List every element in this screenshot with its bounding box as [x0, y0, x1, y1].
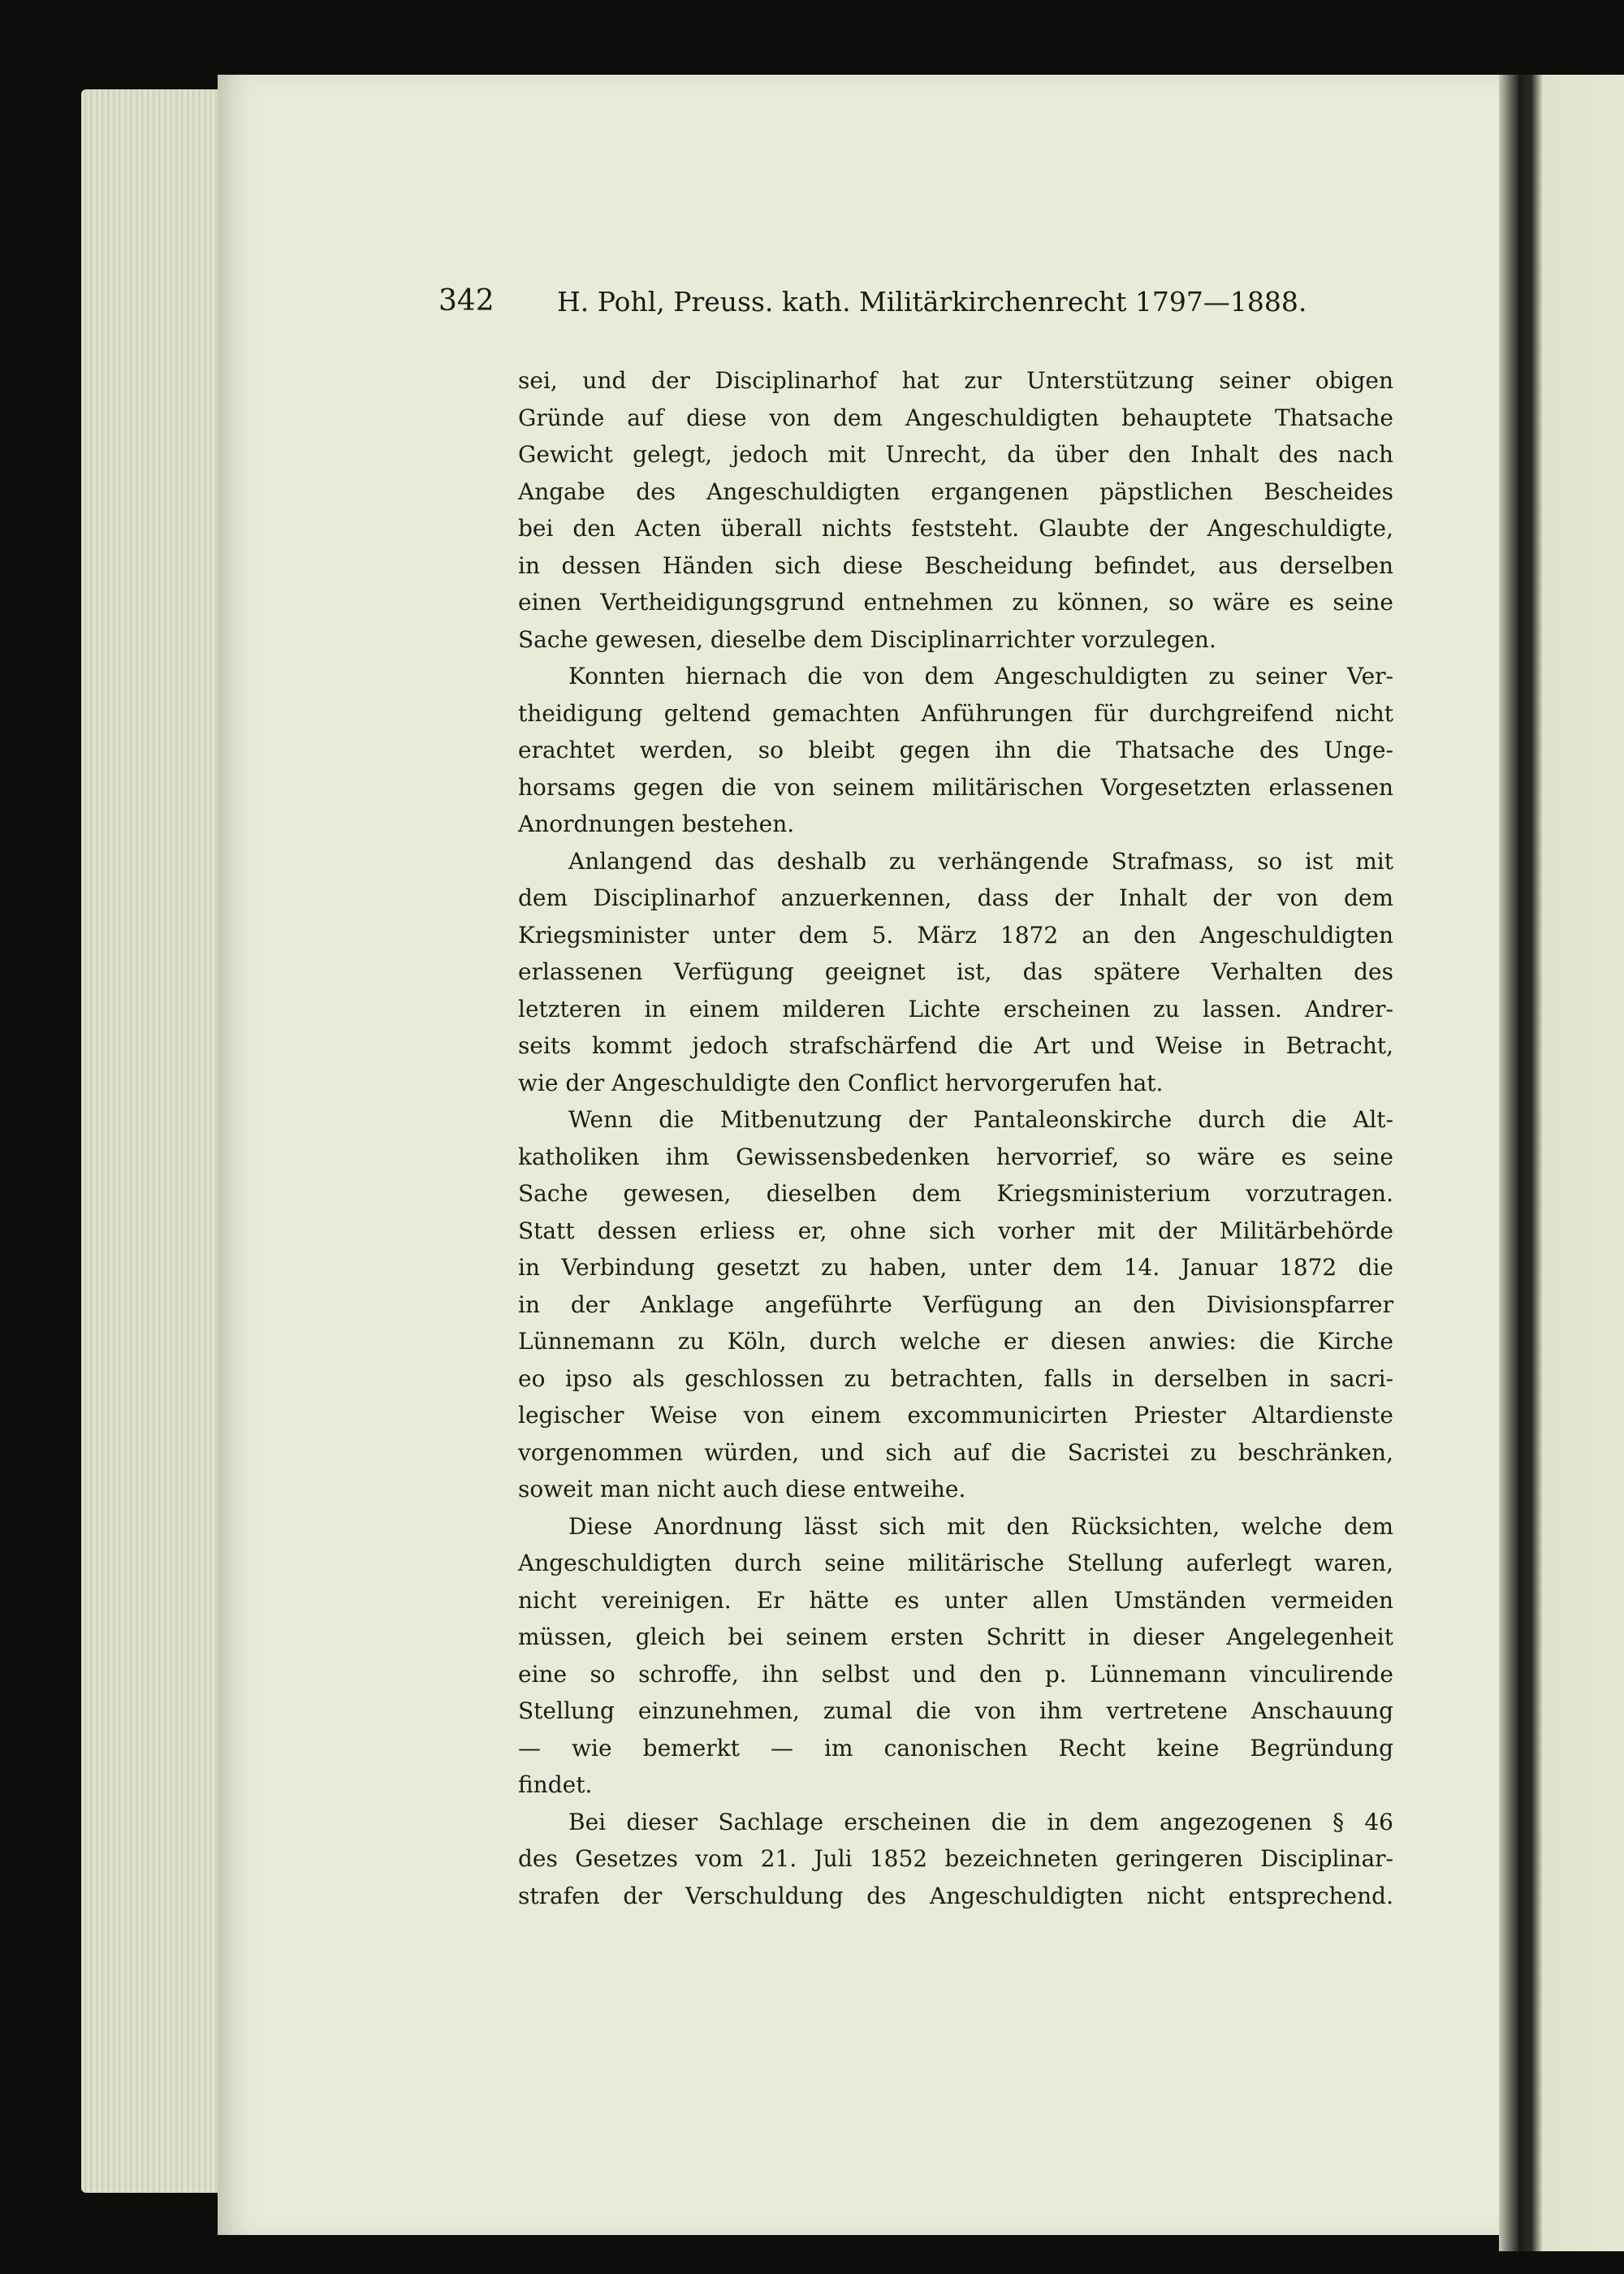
text-line: legischer Weise von einem excommunicirten Priester Altardienste	[518, 1402, 1393, 1429]
text-line: in dessen Händen sich diese Bescheidung befindet, aus derselben	[518, 551, 1393, 579]
text-line: eine so schroffe, ihn selbst und den p. Lünnemann vinculirende	[518, 1660, 1393, 1688]
text-line: sei, und der Disciplinarhof hat zur Unterstützung seiner obigen	[518, 367, 1393, 394]
text-line: bei den Acten überall nichts feststeht. Glaubte der Angeschuldigte,	[518, 515, 1393, 542]
page-header	[438, 284, 1397, 325]
text-line: müssen, gleich bei seinem ersten Schritt in dieser Angelegenheit	[518, 1623, 1393, 1650]
text-line: Gewicht gelegt, jedoch mit Unrecht, da über den Inhalt des nach	[518, 441, 1393, 468]
text-line: Bei dieser Sachlage erscheinen die in dem angezogenen § 46	[568, 1808, 1393, 1835]
text-line: seits kommt jedoch strafschärfend die Art und Weise in Betracht,	[518, 1032, 1393, 1059]
text-line: in der Anklage angeführte Verfügung an den Divisionspfarrer	[518, 1290, 1393, 1318]
text-line: wie der Angeschuldigte den Conflict hervorgerufen hat.	[518, 1069, 1164, 1096]
text-line: nicht vereinigen. Er hätte es unter allen Umständen vermeiden	[518, 1586, 1393, 1614]
text-line: eo ipso als geschlossen zu betrachten, falls in derselben in sacri-	[518, 1364, 1393, 1392]
text-line: Angeschuldigten durch seine militärische Stellung auferlegt waren,	[518, 1550, 1393, 1576]
text-line: theidigung geltend gemachten Anführungen für durchgreifend nicht	[518, 699, 1393, 727]
text-line: Sache gewesen, dieselben dem Kriegsministerium vorzutragen.	[518, 1180, 1393, 1207]
facing-page-edge	[1518, 75, 1624, 2251]
text-line: Statt dessen erliess er, ohne sich vorher mit der Militärbehörde	[518, 1217, 1393, 1244]
text-line: Diese Anordnung lässt sich mit den Rücksichten, welche dem	[568, 1512, 1393, 1540]
text-line: letzteren in einem milderen Lichte erscheinen zu lassen. Andrer-	[518, 995, 1393, 1022]
text-line: vorgenommen würden, und sich auf die Sacristei zu beschränken,	[518, 1438, 1393, 1466]
text-line: Sache gewesen, dieselbe dem Disciplinarrichter vorzulegen.	[518, 625, 1216, 653]
text-line: — wie bemerkt — im canonischen Recht keine Begründung	[518, 1734, 1393, 1762]
text-line: erlassenen Verfügung geeignet ist, das spätere Verhalten des	[518, 958, 1393, 985]
text-line: Angabe des Angeschuldigten ergangenen päpstlichen Bescheides	[518, 478, 1393, 505]
body-text	[518, 362, 1393, 1914]
text-line: soweit man nicht auch diese entweihe.	[518, 1476, 966, 1502]
text-line: Kriegsminister unter dem 5. März 1872 an den Angeschuldigten	[518, 921, 1393, 949]
text-line: Lünnemann zu Köln, durch welche er diesen anwies: die Kirche	[518, 1328, 1393, 1355]
text-line: einen Vertheidigungsgrund entnehmen zu können, so wäre es seine	[518, 589, 1393, 616]
page-block-edges	[81, 89, 235, 2193]
text-line: horsams gegen die von seinem militärischen Vorgesetzten erlassenen	[518, 773, 1393, 801]
text-line: findet.	[518, 1771, 593, 1798]
text-line: Anordnungen bestehen.	[518, 811, 795, 837]
text-line: dem Disciplinarhof anzuerkennen, dass der Inhalt der von dem	[518, 884, 1393, 911]
text-line: Wenn die Mitbenutzung der Pantaleonskirche durch die Alt-	[568, 1106, 1393, 1133]
text-line: katholiken ihm Gewissensbedenken hervorrief, so wäre es seine	[518, 1143, 1393, 1170]
page-number: 342	[438, 284, 495, 318]
text-line: des Gesetzes vom 21. Juli 1852 bezeichneten geringeren Disciplinar-	[518, 1845, 1393, 1872]
running-title: H. Pohl, Preuss. kath. Militärkirchenrecht 1797—1888.	[557, 286, 1307, 318]
text-line: Konnten hiernach die von dem Angeschuldigten zu seiner Ver-	[568, 663, 1393, 690]
text-line: erachtet werden, so bleibt gegen ihn die Thatsache des Unge-	[518, 737, 1393, 763]
text-line: Gründe auf diese von dem Angeschuldigten behauptete Thatsache	[518, 404, 1393, 431]
text-line: strafen der Verschuldung des Angeschuldigten nicht entsprechend.	[518, 1882, 1393, 1909]
text-line: Anlangend das deshalb zu verhängende Strafmass, so ist mit	[568, 847, 1393, 875]
text-line: Stellung einzunehmen, zumal die von ihm vertretene Anschauung	[518, 1697, 1393, 1724]
text-line: in Verbindung gesetzt zu haben, unter dem 14. Januar 1872 die	[518, 1254, 1393, 1281]
